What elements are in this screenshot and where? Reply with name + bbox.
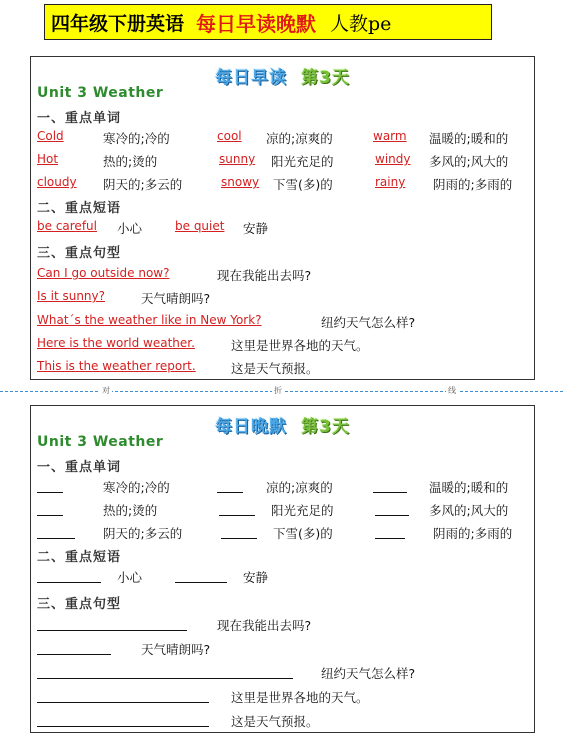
sentence-blank[interactable]: [37, 712, 209, 727]
word-zh: 多风的;风大的: [429, 503, 509, 518]
word-zh: 阳光充足的: [271, 154, 334, 169]
sentence-zh: 这是天气预报。: [231, 714, 319, 729]
word-zh: 下雪(多)的: [273, 526, 333, 541]
word-en: sunny: [219, 152, 256, 166]
word-blank[interactable]: [37, 478, 63, 493]
word-zh: 凉的;凉爽的: [266, 131, 333, 146]
sentence-zh: 天气晴朗吗?: [141, 642, 211, 657]
word-zh: 阴雨的;多雨的: [433, 177, 513, 192]
page-title-highlight: 每日早读晚默: [196, 11, 317, 36]
phrase-zh: 安静: [243, 570, 269, 585]
sentence-zh: 这是天气预报。: [231, 361, 319, 376]
word-row: [31, 175, 534, 193]
word-blank[interactable]: [375, 524, 405, 539]
word-en: Cold: [37, 129, 64, 143]
morning-phrases-heading: 二、重点短语: [37, 201, 122, 216]
word-en: cool: [217, 129, 242, 143]
sentence-blank-row: [31, 616, 534, 634]
evening-title: 每日晚默: [215, 417, 288, 437]
sentence-en: Can I go outside now?: [37, 266, 170, 280]
phrase-zh: 安静: [243, 221, 269, 236]
sentence-zh: 这里是世界各地的天气。: [231, 338, 369, 353]
word-zh: 阴天的;多云的: [103, 177, 183, 192]
evening-words-heading: 一、重点单词: [37, 460, 122, 475]
sentence-zh: 纽约天气怎么样?: [321, 315, 416, 330]
word-zh: 阴雨的;多雨的: [433, 526, 513, 541]
sentence-zh: 纽约天气怎么样?: [321, 666, 416, 681]
page-title: 四年级下册英语: [51, 12, 185, 35]
phrase-zh: 小心: [117, 570, 143, 585]
evening-day: 第3天: [301, 417, 350, 437]
word-blank[interactable]: [373, 478, 407, 493]
phrase-zh: 小心: [117, 221, 143, 236]
sentence-zh: 现在我能出去吗?: [217, 618, 312, 633]
sentence-row: [31, 289, 534, 307]
evening-phrases-heading: 二、重点短语: [37, 550, 122, 565]
word-zh: 下雪(多)的: [273, 177, 333, 192]
sentence-zh: 这里是世界各地的天气。: [231, 690, 369, 705]
phrase-en: be quiet: [175, 219, 225, 233]
sentence-zh: 天气晴朗吗?: [141, 291, 211, 306]
word-zh: 温暖的;暖和的: [429, 480, 509, 495]
word-en: warm: [373, 129, 407, 143]
word-blank-row: [31, 478, 534, 496]
word-en: rainy: [375, 175, 406, 189]
sentence-blank-row: [31, 688, 534, 706]
morning-words-heading: 一、重点单词: [37, 111, 122, 126]
fold-label-right: 线: [448, 386, 456, 395]
word-blank[interactable]: [221, 524, 257, 539]
evening-sentences-heading: 三、重点句型: [37, 597, 122, 612]
sentence-en: What´s the weather like in New York?: [37, 313, 262, 327]
sentence-row: [31, 359, 534, 377]
phrase-blank-row: [31, 568, 534, 586]
word-zh: 多风的;风大的: [429, 154, 509, 169]
sentence-blank-row: [31, 664, 534, 682]
word-row: [31, 152, 534, 170]
word-en: cloudy: [37, 175, 77, 189]
word-blank-row: [31, 501, 534, 519]
phrase-row: [31, 219, 534, 237]
fold-label-left: 对: [102, 386, 110, 395]
word-zh: 寒冷的;冷的: [103, 480, 170, 495]
word-blank[interactable]: [375, 501, 409, 516]
page-title-edition: 人教pe: [330, 12, 392, 35]
sentence-row: [31, 313, 534, 331]
word-zh: 温暖的;暖和的: [429, 131, 509, 146]
evening-dictation-card: [30, 405, 535, 733]
word-blank[interactable]: [219, 501, 255, 516]
morning-unit-heading: Unit 3 Weather: [37, 85, 164, 101]
morning-title: 每日早读: [215, 68, 288, 88]
word-zh: 热的;烫的: [103, 503, 158, 518]
phrase-blank[interactable]: [175, 568, 227, 583]
word-en: Hot: [37, 152, 59, 166]
sentence-blank-row: [31, 712, 534, 730]
sentence-en: This is the weather report.: [37, 359, 196, 373]
word-blank-row: [31, 524, 534, 542]
sentence-blank[interactable]: [37, 640, 111, 655]
word-row: [31, 129, 534, 147]
word-blank[interactable]: [37, 501, 63, 516]
phrase-en: be careful: [37, 219, 97, 233]
word-zh: 热的;烫的: [103, 154, 158, 169]
morning-sentences-heading: 三、重点句型: [37, 246, 122, 261]
word-en: windy: [375, 152, 411, 166]
word-en: snowy: [221, 175, 260, 189]
phrase-blank[interactable]: [37, 568, 101, 583]
sentence-en: Here is the world weather.: [37, 336, 195, 350]
fold-label-mid: 折: [274, 386, 282, 395]
word-blank[interactable]: [37, 524, 75, 539]
sentence-zh: 现在我能出去吗?: [217, 268, 312, 283]
sentence-row: [31, 266, 534, 284]
page-title-bar: [44, 4, 492, 40]
sentence-blank[interactable]: [37, 688, 209, 703]
morning-reading-card: [30, 56, 535, 380]
word-zh: 阴天的;多云的: [103, 526, 183, 541]
sentence-row: [31, 336, 534, 354]
morning-day: 第3天: [301, 68, 350, 88]
word-blank[interactable]: [217, 478, 243, 493]
word-zh: 凉的;凉爽的: [266, 480, 333, 495]
sentence-blank-row: [31, 640, 534, 658]
word-zh: 寒冷的;冷的: [103, 131, 170, 146]
evening-unit-heading: Unit 3 Weather: [37, 434, 164, 450]
sentence-en: Is it sunny?: [37, 289, 105, 303]
sentence-blank[interactable]: [37, 616, 187, 631]
sentence-blank[interactable]: [37, 664, 293, 679]
word-zh: 阳光充足的: [271, 503, 334, 518]
